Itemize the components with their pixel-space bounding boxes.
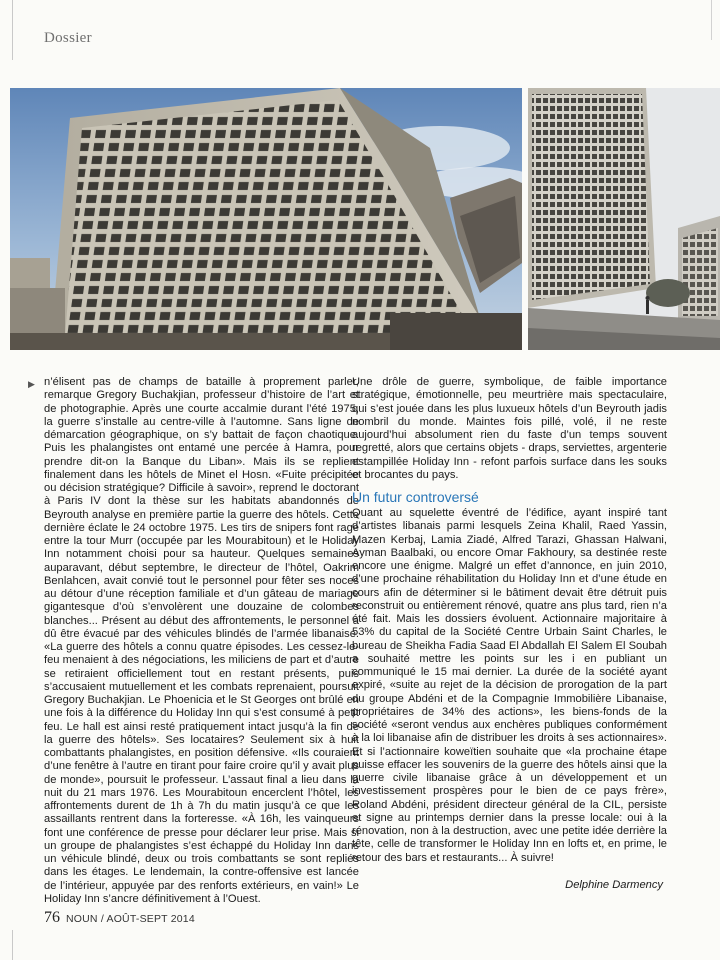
article-paragraph: Une drôle de guerre, symbolique, de faible importance stratégique, émotionnelle, peu meurtrière mais spectaculaire, qui s’est jouée dans les plus luxueux hôtels d’un Beyrouth jadis nombril du monde. Maintes fois pillé, volé, il ne reste aujourd’hui absolument rien du faste d’un temps souvent regretté, alors que certains objets - draps, serviettes, argenterie estampillée Holiday Inn - refont parfois surface dans les souks et brocantes du pays. (352, 376, 667, 481)
article-column-left (28, 376, 359, 906)
page-edge-line (12, 0, 13, 60)
section-label: Dossier (44, 30, 92, 46)
page-edge-line (711, 0, 712, 40)
page-footer (44, 909, 195, 927)
street-photo-icon (528, 88, 720, 350)
holiday-inn-street-photo (528, 88, 720, 350)
holiday-inn-tower-photo (10, 88, 522, 350)
section-subheading: Un futur controversé (352, 489, 479, 505)
page-edge-line (12, 930, 13, 960)
building-photo-icon (10, 88, 522, 350)
article-paragraph: n’élisent pas de champs de bataille à proprement parler, remarque Gregory Buchakjian, professeur d’histoire de l’art et de photographie. Après une courte accalmie durant l’été 1975, la guerre s’installe au centre-ville à l’automne. Sans ligne de démarcation géographique, on s’y battait de façon chaotique. Puis les phalangistes ont entamé une percée à Hamra, pour prendre dit-on la Banque du Liban». Mais ils se replient finalement dans les hôtels de Minet el Hosn. «Fuite précipitée ou décision stratégique? Difficile à savoir», reprend le doctorant à Paris IV dont la thèse sur les habitats abandonnés de Beyrouth analyse en première partie la guerre des hôtels. Cette dernière éclate le 24 octobre 1975. Les tirs de snipers font rage entre la tour Murr (occupée par les Mourabitoun) et le Holiday Inn notamment choisi pour sa hauteur. Quelques semaines auparavant, début septembre, le directeur de l’hôtel, Oakrim Benlahcen, avait convié tout le personnel pour fêter ses noces au détour d’une réception familiale et d’un gâteau de mariage gigantesque d’où s’envolèrent une douzaine de colombes blanches... Présent au début des affrontements, le personnel a dû être évacué par des véhicules blindés de l’armée libanaise. «La guerre des hôtels a connu quatre épisodes. Les cessez-le-feu menaient à des négociations, les miliciens de part et d’autre se retiraient officiellement tout en restant présents, puis s’accusaient mutuellement et les combats reprenaient, poursuit Gregory Buchakjian. Le Phoenicia et le St Georges ont brûlé en une fois à la différence du Holiday Inn qui s’est consumé à petit feu. Le hall est ainsi resté pratiquement intact jusqu’à la fin de la guerre des hôtels». Ses locataires? Seulement six à huit combattants phalangistes, en position défensive. «Ils couraient d’une fenêtre à l’autre en tirant pour faire croire qu’il y avait plus de monde», poursuit le professeur. L’assaut final a lieu dans la nuit du 21 mars 1976. Les Mourabitoun encerclent l’hôtel, les affrontements durent de 1h à 7h du matin jusqu’à ce que les assaillants rentrent dans la forteresse. «À 16h, les vainqueurs font une conférence de presse pour déclarer leur prise. Mais si un groupe de phalangistes s’est échappé du Holiday Inn dans un véhicule blindé, deux ou trois combattants se sont repliés dans les étages. Le lendemain, la contre-offensive est lancée de l’intérieur, appuyée par des renforts extérieurs, en vain!» Le Holiday Inn s’ancre définitivement à l’Ouest. (44, 376, 359, 905)
article-paragraph: Quant au squelette éventré de l’édifice, ayant inspiré tant d’artistes libanais parmi lesquels Zeina Khalil, Raed Yassin, Mazen Kerbaj, Lamia Ziadé, Alfred Tarazi, Ghassan Halwani, Ayman Baalbaki, ou encore Omar Fakhoury, sa destinée reste encore une énigme. Malgré un effet d’annonce, en juin 2010, d’une prochaine réhabilitation du Holiday Inn et d’une étude en cours afin de déterminer si le bâtiment devait être détruit puis reconstruit ou entièrement rénové, quatre ans plus tard, rien n’a été fait. Mais les dossiers évoluent. Actionnaire majoritaire à 53% du capital de la Société Centre Urbain Saint Charles, le bureau de Sheikha Fadia Saad El Abdallah El Salem El Soubah a souhaité mettre les points sur les i en publiant un communiqué le 15 mai dernier. La durée de la société ayant expiré, «suite au rejet de la décision de prorogation de la part du groupe Abdéni et de la Compagnie Immobilière Libanaise, propriétaires de 34% des actions», les biens-fonds de la société «seront vendus aux enchères publiques conformément à la loi libanaise afin de distribuer les droits à ses actionnaires». Et si l’actionnaire koweïtien souhaite que «la prochaine étape puisse effacer les souvenirs de la guerre des hôtels ainsi que la guerre civile libanaise grâce à un développement et un investissement prospères pour le bien de ce pays frère», Roland Abdéni, président directeur général de la CIL, persiste et signe au printemps dernier dans la presse locale: oui à la rénovation, non à la destruction, avec une petite idée derrière la tête, celle de transformer le Holiday Inn en lofts et, en prime, le retour des bars et restaurants... À suivre! (352, 507, 667, 864)
magazine-issue: NOUN / AOÛT-SEPT 2014 (66, 913, 195, 925)
play-arrow-icon: ▶ (28, 379, 35, 389)
page-number: 76 (44, 909, 60, 926)
author-signature: Delphine Darmency (565, 878, 663, 891)
article-column-right (352, 376, 667, 892)
